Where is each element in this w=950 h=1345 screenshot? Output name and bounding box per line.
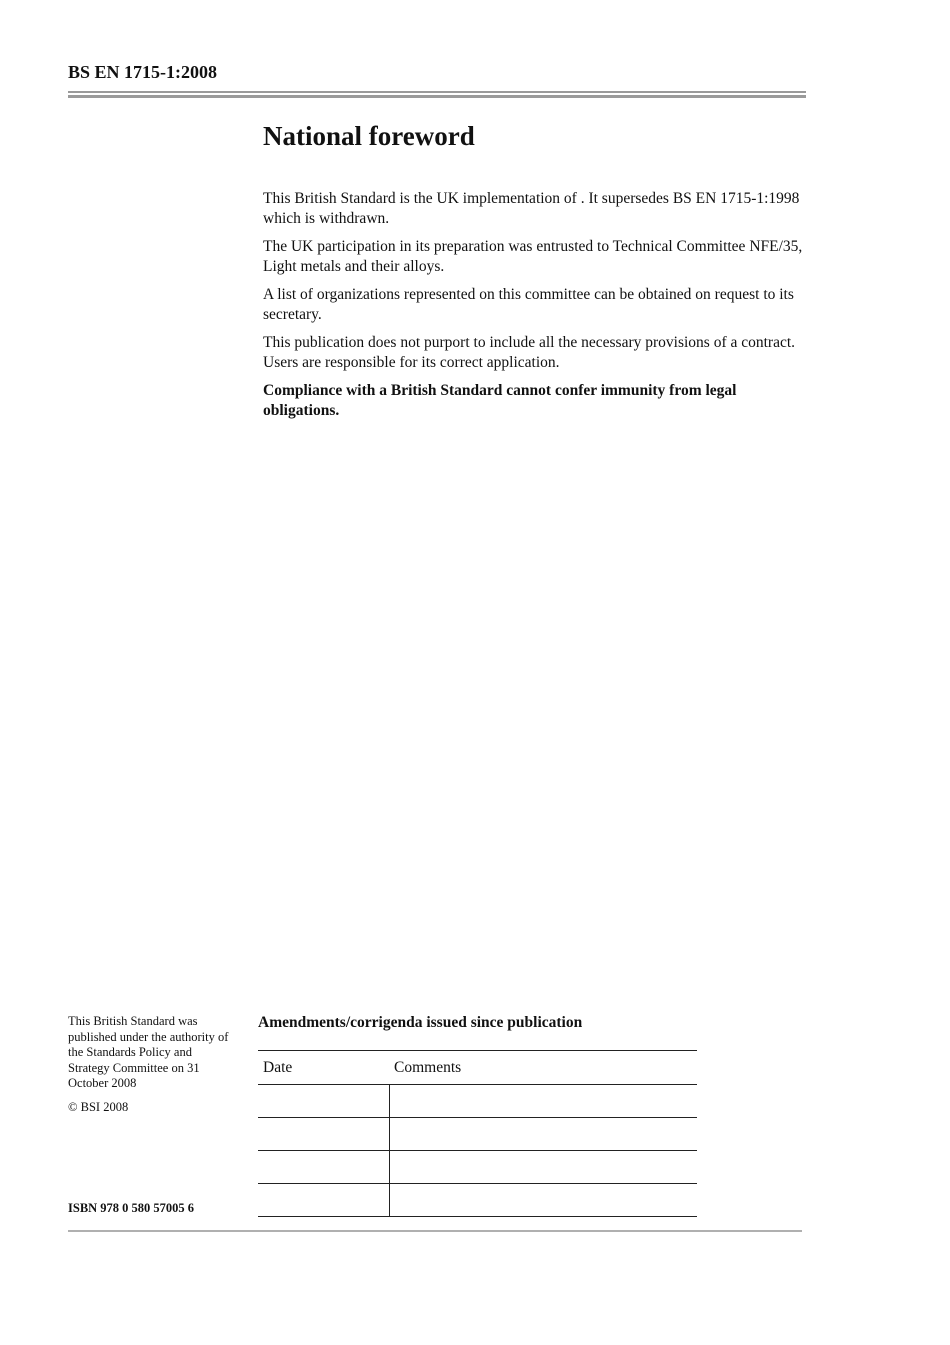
- table-cell-comments: [389, 1118, 697, 1151]
- publication-info: [68, 1014, 233, 1123]
- paragraph-organizations: A list of organizations represented on this committee can be obtained on request to its secretary.: [263, 286, 794, 323]
- table-cell-date: [258, 1118, 389, 1151]
- column-header-date: Date: [258, 1051, 389, 1085]
- header-rule-thin: [68, 91, 806, 93]
- table-cell-date: [258, 1151, 389, 1184]
- table-cell-date: [258, 1085, 389, 1118]
- table-cell-date: [258, 1184, 389, 1217]
- paragraph-committee: The UK participation in its preparation was entrusted to Technical Committee NFE/35, Light metals and their alloys.: [263, 238, 803, 275]
- compliance-notice: Compliance with a British Standard cannot confer immunity from legal obligations.: [263, 382, 737, 419]
- table-row: [258, 1184, 697, 1217]
- table-cell-comments: [389, 1151, 697, 1184]
- footer-rule: [68, 1230, 802, 1232]
- table-cell-comments: [389, 1085, 697, 1118]
- amendments-table: [258, 1050, 697, 1217]
- table-cell-comments: [389, 1184, 697, 1217]
- table-row: [258, 1118, 697, 1151]
- copyright-notice: © BSI 2008: [68, 1099, 129, 1114]
- foreword-body: [263, 189, 803, 429]
- paragraph-implementation: This British Standard is the UK implementation of . It supersedes BS EN 1715-1:1998 which is withdrawn.: [263, 190, 800, 227]
- isbn: ISBN 978 0 580 57005 6: [68, 1201, 195, 1215]
- publication-note: This British Standard was published under the authority of the Standards Policy and Strategy Committee on 31 October 2008: [68, 1014, 229, 1090]
- paragraph-provisions: This publication does not purport to include all the necessary provisions of a contract. Users are responsible for its correct application.: [263, 334, 796, 371]
- table-header-row: [258, 1051, 697, 1085]
- table-row: [258, 1151, 697, 1184]
- page-title: National foreword: [263, 121, 475, 151]
- header-rule: [68, 91, 806, 98]
- header-rule-thick: [68, 95, 806, 98]
- amendments-title: Amendments/corrigenda issued since publication: [258, 1014, 583, 1031]
- document-id: BS EN 1715-1:2008: [68, 62, 218, 82]
- column-header-comments: Comments: [389, 1051, 697, 1085]
- table-row: [258, 1085, 697, 1118]
